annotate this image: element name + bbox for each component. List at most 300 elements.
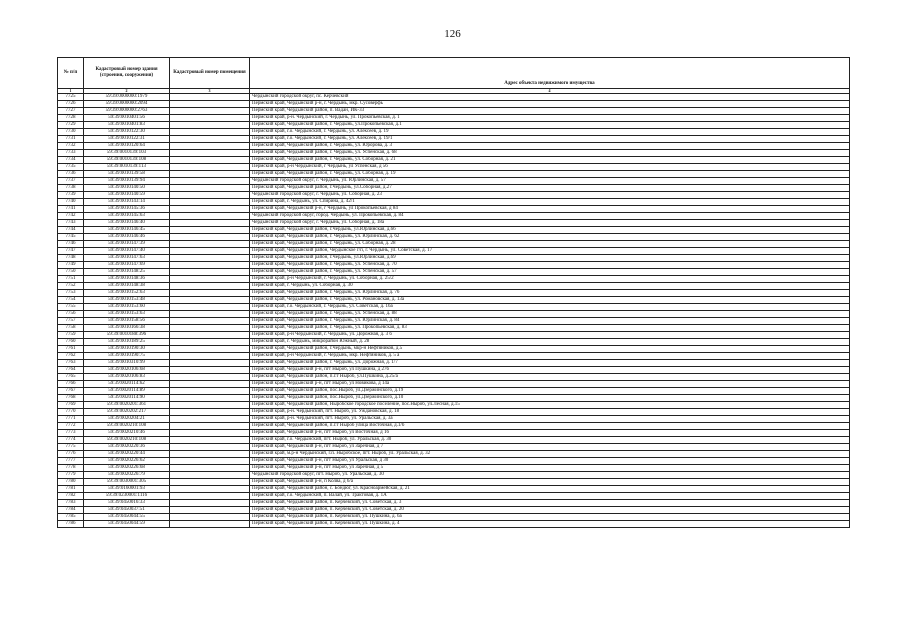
room-cadastral-number <box>170 206 250 213</box>
building-cadastral-number: 59:39:0010139:58 <box>84 171 170 178</box>
row-number: 7749 <box>58 262 84 269</box>
property-address: Пермский край, Чердынский р-н, пгт Ныроб, ул Новикова, д 14а <box>250 381 850 388</box>
property-address: Пермский край, Чердынский район, г. Чердынь, ул. Успенская, д. 57 <box>250 269 850 276</box>
row-number: 7756 <box>58 311 84 318</box>
row-number: 7758 <box>58 325 84 332</box>
table-row <box>58 465 850 472</box>
row-number: 7746 <box>58 241 84 248</box>
building-cadastral-number: 59:39:0020204:21 <box>84 416 170 423</box>
table-row <box>58 381 850 388</box>
property-address: Пермский край, Чердынский район, Чердынское г/п, г. Чердынь, ул. Советская, д. 17 <box>250 248 850 255</box>
table-row <box>58 472 850 479</box>
property-address: Пермский край, Чердынский район, п.г.т Ныроб, ул.Пушкина, д.25/а <box>250 374 850 381</box>
table-row <box>58 458 850 465</box>
property-address: Пермский край, Чердынский район, г.Чердынь, ул.Соборная, д.27 <box>250 185 850 192</box>
row-number: 7743 <box>58 220 84 227</box>
room-cadastral-number <box>170 129 250 136</box>
table-row <box>58 360 850 367</box>
room-cadastral-number <box>170 507 250 514</box>
row-number: 7757 <box>58 318 84 325</box>
building-cadastral-number: 59:39:0020201:361 <box>84 402 170 409</box>
property-address: Пермский край, г.о. Чердынский, п. Валай, ул. Трактовая, д. 1А <box>250 493 850 500</box>
room-cadastral-number <box>170 346 250 353</box>
room-cadastral-number <box>170 276 250 283</box>
property-address: Пермский край, Чердынский район, г. Чердынь, ул. Успенская, д. 68 <box>250 150 850 157</box>
room-cadastral-number <box>170 521 250 528</box>
building-cadastral-number: 59:39:0450016:33 <box>84 500 170 507</box>
column-number: 4 <box>250 89 850 94</box>
property-address: Чердынский городской округ, г. Чердынь, ул. Соборная, д. 18а <box>250 220 850 227</box>
room-cadastral-number <box>170 94 250 101</box>
building-cadastral-number: 59:39:0010310:99 <box>84 360 170 367</box>
building-cadastral-number: 59:39:0010148:36 <box>84 276 170 283</box>
building-cadastral-number: 59:39:0010145:36 <box>84 206 170 213</box>
row-number: 7764 <box>58 367 84 374</box>
building-cadastral-number: 59:39:0010139:94 <box>84 178 170 185</box>
property-address: Пермский край, Чердынский район, п. Керчевский, ул. Советская, д. 3 <box>250 500 850 507</box>
header-room-cadastral: Кадастровый номер помещения <box>170 58 250 89</box>
room-cadastral-number <box>170 444 250 451</box>
building-cadastral-number: 59:39:0020106:83 <box>84 374 170 381</box>
room-cadastral-number <box>170 136 250 143</box>
property-address: Пермский край, Чердынский район, г. Чердынь, ул. Романовская, д. 13а <box>250 297 850 304</box>
table-row <box>58 234 850 241</box>
building-cadastral-number: 59:39:0020226:68 <box>84 465 170 472</box>
row-number: 7766 <box>58 381 84 388</box>
room-cadastral-number <box>170 458 250 465</box>
table-row <box>58 283 850 290</box>
table-row <box>58 297 850 304</box>
row-number: 7744 <box>58 227 84 234</box>
property-address: Пермский край, Чердынский район, п. Керчевский, ул. Пушкина, д. 4 <box>250 521 850 528</box>
table-row <box>58 325 850 332</box>
table-row <box>58 444 850 451</box>
building-cadastral-number: 59:39:0010139:113 <box>84 164 170 171</box>
column-number: 1 <box>58 89 84 94</box>
row-number: 7739 <box>58 192 84 199</box>
building-cadastral-number: 59:39:0010166:38 <box>84 325 170 332</box>
property-address: Пермский край, г.о. Чердынский, г. Чердынь, ул. Алексеев, д. 19 <box>250 129 850 136</box>
table-row <box>58 486 850 493</box>
table-row <box>58 346 850 353</box>
row-number: 7751 <box>58 276 84 283</box>
row-number: 7774 <box>58 437 84 444</box>
property-address: Пермский край, Чердынский р-н, пгт Ныроб, ул Пушкина, д 27б <box>250 367 850 374</box>
row-number: 7726 <box>58 101 84 108</box>
room-cadastral-number <box>170 430 250 437</box>
building-cadastral-number: 59:39:0010140:50 <box>84 185 170 192</box>
row-number: 7765 <box>58 374 84 381</box>
building-cadastral-number: 59:39:0450044:59 <box>84 521 170 528</box>
building-cadastral-number: 59:39:0010153:60 <box>84 304 170 311</box>
row-number: 7735 <box>58 164 84 171</box>
property-address: Пермский край, Чердынский район, г. Чердынь, ул. Соборная, д. 28 <box>250 241 850 248</box>
property-address: Пермский край, Чердынский район, г. Чердынь, ул. Дорожная, д. 1/7 <box>250 360 850 367</box>
table-row <box>58 199 850 206</box>
building-cadastral-number: 59:39:0450044:55 <box>84 514 170 521</box>
property-address: Пермский край, г. Чердынь, ул. Спирина, д. 42/1 <box>250 199 850 206</box>
building-cadastral-number: 59:39:0030001:305 <box>84 479 170 486</box>
building-cadastral-number: 59:39:0010147:39 <box>84 241 170 248</box>
property-address: Пермский край, Чердынский район, г. Чердынь, ул.Прокопьевская, д.1 <box>250 122 850 129</box>
row-number: 7775 <box>58 444 84 451</box>
building-cadastral-number: 59:39:0010190:30 <box>84 346 170 353</box>
row-number: 7728 <box>58 115 84 122</box>
building-cadastral-number: 59:39:0010148:25 <box>84 269 170 276</box>
building-cadastral-number: 59:39:0020226:79 <box>84 472 170 479</box>
room-cadastral-number <box>170 192 250 199</box>
building-cadastral-number: 59:39:0020220:36 <box>84 444 170 451</box>
column-number: 3 <box>170 89 250 94</box>
row-number: 7785 <box>58 514 84 521</box>
row-number: 7786 <box>58 521 84 528</box>
room-cadastral-number <box>170 409 250 416</box>
property-address: Чердынский городской округ, пгт. Ныроб, ул. Уральская, д. 30 <box>250 472 850 479</box>
room-cadastral-number <box>170 262 250 269</box>
header-building-cadastral: Кадастровый номер здания (строения, сооружения) <box>84 58 170 89</box>
table-row <box>58 241 850 248</box>
property-address: Пермский край, Чердынский район, г. Чердынь, ул. Успенская, д. 88 <box>250 311 850 318</box>
room-cadastral-number <box>170 437 250 444</box>
building-cadastral-number: 59:39:0010148:38 <box>84 283 170 290</box>
property-address: Пермский край, г.о. Чердынский, г. Чердынь, ул. Алексеев, д. 19/1 <box>250 136 850 143</box>
room-cadastral-number <box>170 269 250 276</box>
room-cadastral-number <box>170 423 250 430</box>
table-row <box>58 416 850 423</box>
property-address: Пермский край, р-н. Чердынский, пгт. Ныроб, ул. Уждановская, д. 18 <box>250 409 850 416</box>
property-address: Пермский край, р-н Чердынский, г Чердынь, ул Успенская, д 56 <box>250 164 850 171</box>
room-cadastral-number <box>170 465 250 472</box>
row-number: 7752 <box>58 283 84 290</box>
table-row <box>58 150 850 157</box>
property-address: Пермский край, Чердынский р-н, пгт Ныроб, ул Восточная, д 16 <box>250 430 850 437</box>
table-row <box>58 451 850 458</box>
room-cadastral-number <box>170 213 250 220</box>
building-cadastral-number: 59:39:0020210:46 <box>84 430 170 437</box>
row-number: 7736 <box>58 171 84 178</box>
row-number: 7737 <box>58 178 84 185</box>
table-header-row <box>58 58 850 89</box>
row-number: 7767 <box>58 388 84 395</box>
room-cadastral-number <box>170 178 250 185</box>
room-cadastral-number <box>170 108 250 115</box>
property-address: Пермский край, Чердынский р-н, г. Чердынь, мкр. Сусоверфь <box>250 101 850 108</box>
row-number: 7768 <box>58 395 84 402</box>
room-cadastral-number <box>170 451 250 458</box>
room-cadastral-number <box>170 199 250 206</box>
property-address: Пермский край, Чердынский р-н, г Чердынь, ул Прокопьевская, д 84 <box>250 206 850 213</box>
building-cadastral-number: 59:39:0020210:108 <box>84 423 170 430</box>
table-row <box>58 108 850 115</box>
row-number: 7777 <box>58 458 84 465</box>
building-cadastral-number: 59:39:0010143:14 <box>84 199 170 206</box>
room-cadastral-number <box>170 353 250 360</box>
row-number: 7753 <box>58 290 84 297</box>
building-cadastral-number: 59:39:0010140:59 <box>84 192 170 199</box>
building-cadastral-number: 59:39:0010189:25 <box>84 339 170 346</box>
row-number: 7759 <box>58 332 84 339</box>
table-row <box>58 430 850 437</box>
building-cadastral-number: 59:39:0020106:68 <box>84 367 170 374</box>
building-cadastral-number: 59:39:0010153:63 <box>84 311 170 318</box>
row-number: 7770 <box>58 409 84 416</box>
row-number: 7762 <box>58 353 84 360</box>
building-cadastral-number: 59:39:0010153:48 <box>84 297 170 304</box>
property-address: Пермский край, Чердынский район, п. Вадан, ИК-33 <box>250 108 850 115</box>
table-row <box>58 290 850 297</box>
building-cadastral-number: 59:39:0010158:56 <box>84 318 170 325</box>
header-address: Адрес объекта недвижимого имущества <box>250 58 850 89</box>
table-row <box>58 185 850 192</box>
room-cadastral-number <box>170 416 250 423</box>
building-cadastral-number: 59:39:0010120:64 <box>84 143 170 150</box>
table-row <box>58 507 850 514</box>
property-address: Пермский край, Чердынский район, г.Чердынь, мкр-н Нефтяников, д.5 <box>250 346 850 353</box>
building-cadastral-number: 59:39:0010146:46 <box>84 234 170 241</box>
room-cadastral-number <box>170 122 250 129</box>
property-address: Пермский край, Чердынский район, п. Керчевский, ул. Советская, д. 20 <box>250 507 850 514</box>
table-row <box>58 402 850 409</box>
property-address: Пермский край, Чердынский район, г. Чердынь, ул. Прокопьевская, д. 83 <box>250 325 850 332</box>
room-cadastral-number <box>170 318 250 325</box>
row-number: 7740 <box>58 199 84 206</box>
building-cadastral-number: 59:39:0020226:62 <box>84 458 170 465</box>
row-number: 7742 <box>58 213 84 220</box>
room-cadastral-number <box>170 339 250 346</box>
building-cadastral-number: 59:39:0160001:93 <box>84 486 170 493</box>
room-cadastral-number <box>170 227 250 234</box>
building-cadastral-number: 59:39:0010122:31 <box>84 136 170 143</box>
table-row <box>58 374 850 381</box>
building-cadastral-number: 59:39:0230001:1116 <box>84 493 170 500</box>
property-address: Пермский край, Чердынский р-н, пгт Ныроб, ул Уральская, д 30 <box>250 458 850 465</box>
property-address: Пермский край, Чердынский р-н, п Колва, д 6/а <box>250 479 850 486</box>
property-address: Чердынский городской округ, город. Чердынь, ул. Прокопьевская, д. 84 <box>250 213 850 220</box>
table-row <box>58 269 850 276</box>
property-registry-table <box>57 57 850 528</box>
building-cadastral-number: 59:39:0010145:63 <box>84 213 170 220</box>
room-cadastral-number <box>170 332 250 339</box>
room-cadastral-number <box>170 171 250 178</box>
table-row <box>58 479 850 486</box>
row-number: 7769 <box>58 402 84 409</box>
room-cadastral-number <box>170 241 250 248</box>
property-address: Пермский край, р-н. Чердынский, пгт. Ныроб, ул. Уральская, д. 3а <box>250 416 850 423</box>
property-address: Пермский край, Чердынский район, г. Чердынь, ул. Соборная, д. 19 <box>250 171 850 178</box>
room-cadastral-number <box>170 367 250 374</box>
property-address: Пермский край, Чердынский район, г. Чердынь, ул. Юрлинская, д. 76 <box>250 290 850 297</box>
table-row <box>58 171 850 178</box>
room-cadastral-number <box>170 290 250 297</box>
building-cadastral-number: 59:39:0000000:1979 <box>84 94 170 101</box>
row-number: 7748 <box>58 255 84 262</box>
table-row <box>58 136 850 143</box>
building-cadastral-number: 59:39:0010147:63 <box>84 255 170 262</box>
room-cadastral-number <box>170 185 250 192</box>
room-cadastral-number <box>170 402 250 409</box>
building-cadastral-number: 59:39:0010152:63 <box>84 290 170 297</box>
room-cadastral-number <box>170 157 250 164</box>
room-cadastral-number <box>170 514 250 521</box>
building-cadastral-number: 59:39:0020114:62 <box>84 381 170 388</box>
row-number: 7730 <box>58 129 84 136</box>
building-cadastral-number: 59:39:0010146:40 <box>84 220 170 227</box>
building-cadastral-number: 59:39:0010147:40 <box>84 248 170 255</box>
table-row <box>58 227 850 234</box>
table-row <box>58 367 850 374</box>
row-number: 7755 <box>58 304 84 311</box>
row-number: 7779 <box>58 472 84 479</box>
building-cadastral-number: 59:39:0010188:396 <box>84 332 170 339</box>
row-number: 7733 <box>58 150 84 157</box>
property-address: Пермский край, г.о. Чердынский, г. Чердынь, ул. Советская, д. 16а <box>250 304 850 311</box>
property-address: Пермский край, Чердынский район, пос.Ныроб, ул.Дзержинского, д.10 <box>250 395 850 402</box>
building-cadastral-number: 59:39:0010401:83 <box>84 122 170 129</box>
row-number: 7763 <box>58 360 84 367</box>
room-cadastral-number <box>170 493 250 500</box>
table-row <box>58 248 850 255</box>
column-number: 2 <box>84 89 170 94</box>
room-cadastral-number <box>170 255 250 262</box>
row-number: 7778 <box>58 465 84 472</box>
row-number: 7776 <box>58 451 84 458</box>
room-cadastral-number <box>170 248 250 255</box>
building-cadastral-number: 59:39:0020202:217 <box>84 409 170 416</box>
table-body <box>58 94 850 528</box>
property-address: Пермский край, Чердынский район, Ныробское городское поселение, пос.Ныроб, ул.Лесная, д.15 <box>250 402 850 409</box>
table-row <box>58 101 850 108</box>
row-number: 7771 <box>58 416 84 423</box>
building-cadastral-number: 59:39:0020114:89 <box>84 388 170 395</box>
row-number: 7747 <box>58 248 84 255</box>
property-address: Пермский край, Чердынский р-н, пгт Ныроб, ул Заречная, д 7 <box>250 444 850 451</box>
room-cadastral-number <box>170 304 250 311</box>
row-number: 7754 <box>58 297 84 304</box>
room-cadastral-number <box>170 479 250 486</box>
room-cadastral-number <box>170 115 250 122</box>
row-number: 7738 <box>58 185 84 192</box>
table-row <box>58 220 850 227</box>
row-number: 7732 <box>58 143 84 150</box>
room-cadastral-number <box>170 472 250 479</box>
property-address: Пермский край, Чердынский район, г.Чердынь, ул.Юрлинская, д.69 <box>250 255 850 262</box>
table-row <box>58 213 850 220</box>
row-number: 7734 <box>58 157 84 164</box>
building-cadastral-number: 59:39:0000000:2763 <box>84 108 170 115</box>
room-cadastral-number <box>170 325 250 332</box>
table-row <box>58 122 850 129</box>
property-address: Чердынский городской округ, г. Чердынь, ул. Соборная, д. 23 <box>250 192 850 199</box>
property-address: Пермский край, Чердынский район, пос.Ныроб, ул.Дзержинского, д.19 <box>250 388 850 395</box>
room-cadastral-number <box>170 164 250 171</box>
property-address: Пермский край, Чердынский р-н, пгт Ныроб, ул Заречная, д 5 <box>250 465 850 472</box>
building-cadastral-number: 59:39:0010401:56 <box>84 115 170 122</box>
property-address: Пермский край, Чердынский район, г. Чердынь, ул. Юрлинская, д. 62 <box>250 234 850 241</box>
table-row <box>58 164 850 171</box>
room-cadastral-number <box>170 381 250 388</box>
room-cadastral-number <box>170 374 250 381</box>
row-number: 7784 <box>58 507 84 514</box>
table-row <box>58 255 850 262</box>
room-cadastral-number <box>170 234 250 241</box>
building-cadastral-number: 59:39:0020114:90 <box>84 395 170 402</box>
building-cadastral-number: 59:39:0000000:2094 <box>84 101 170 108</box>
table-row <box>58 493 850 500</box>
table-row <box>58 311 850 318</box>
room-cadastral-number <box>170 360 250 367</box>
building-cadastral-number: 59:39:0020220:44 <box>84 451 170 458</box>
property-address: Пермский край, г. Чердынь, ул. Соборная, д. 30 <box>250 283 850 290</box>
table-row <box>58 409 850 416</box>
property-address: Чердынский городской округ, пс. Керчевский <box>250 94 850 101</box>
table-row <box>58 514 850 521</box>
table-row <box>58 157 850 164</box>
property-address: Пермский край, Чердынский район, г. Чердынь, ул. Успенская, д. 70 <box>250 262 850 269</box>
page-number: 126 <box>444 28 461 40</box>
property-address: Пермский край, Чердынский район, г. Чердынь, ул. Юрлинская, д. 84 <box>250 318 850 325</box>
room-cadastral-number <box>170 311 250 318</box>
table-row <box>58 262 850 269</box>
room-cadastral-number <box>170 486 250 493</box>
table-row <box>58 192 850 199</box>
property-address: Пермский край, Чердынский район, г. Чердынь, ул. Соборная, д. 21 <box>250 157 850 164</box>
table-row <box>58 206 850 213</box>
property-address: Пермский край, Чердынский район, с. Бондюг, ул. Красноармейская, д. 21 <box>250 486 850 493</box>
building-cadastral-number: 59:39:0010122:30 <box>84 129 170 136</box>
building-cadastral-number: 59:39:0010139:103 <box>84 150 170 157</box>
room-cadastral-number <box>170 388 250 395</box>
room-cadastral-number <box>170 143 250 150</box>
property-address: Пермский край, р-н. Чердынский, г. Чердынь, ул. Прокопьевская, д. 1 <box>250 115 850 122</box>
row-number: 7745 <box>58 234 84 241</box>
table-row <box>58 115 850 122</box>
room-cadastral-number <box>170 297 250 304</box>
building-cadastral-number: 59:39:0010139:108 <box>84 157 170 164</box>
property-address: Пермский край, р-н Чердынский, г. Чердынь, ул. Соборная, д. 25/2 <box>250 276 850 283</box>
header-num: № п/п <box>58 58 84 89</box>
table-row <box>58 276 850 283</box>
table-row <box>58 318 850 325</box>
table-row <box>58 94 850 101</box>
row-number: 7781 <box>58 486 84 493</box>
property-address: Пермский край, м.р-н Чердынский, г.п. Ныробское, пгт. Ныроб, ул. Уральская, д. 32 <box>250 451 850 458</box>
table-row <box>58 304 850 311</box>
building-cadastral-number: 59:39:0010147:69 <box>84 262 170 269</box>
row-number: 7772 <box>58 423 84 430</box>
table-row <box>58 437 850 444</box>
table-row <box>58 423 850 430</box>
row-number: 7783 <box>58 500 84 507</box>
building-cadastral-number: 59:39:0010190:75 <box>84 353 170 360</box>
row-number: 7773 <box>58 430 84 437</box>
row-number: 7741 <box>58 206 84 213</box>
room-cadastral-number <box>170 500 250 507</box>
room-cadastral-number <box>170 220 250 227</box>
table-row <box>58 388 850 395</box>
property-address: Пермский край, Чердынский район, г.Чердынь, ул.Юрлинская, д.66 <box>250 227 850 234</box>
property-address: Чердынский городской округ, г. Чердынь, ул. Юрлинская, д. 57 <box>250 178 850 185</box>
property-address: Пермский край, Чердынский район, п. Керчевский, ул. Пушкина, д. 6а <box>250 514 850 521</box>
row-number: 7750 <box>58 269 84 276</box>
table-row <box>58 178 850 185</box>
row-number: 7782 <box>58 493 84 500</box>
table-row <box>58 143 850 150</box>
row-number: 7761 <box>58 346 84 353</box>
property-address: Пермский край, г.о. Чердынский, пгт. Ныроб, ул. Уральская, д. 30 <box>250 437 850 444</box>
room-cadastral-number <box>170 101 250 108</box>
table-row <box>58 353 850 360</box>
table-row <box>58 521 850 528</box>
